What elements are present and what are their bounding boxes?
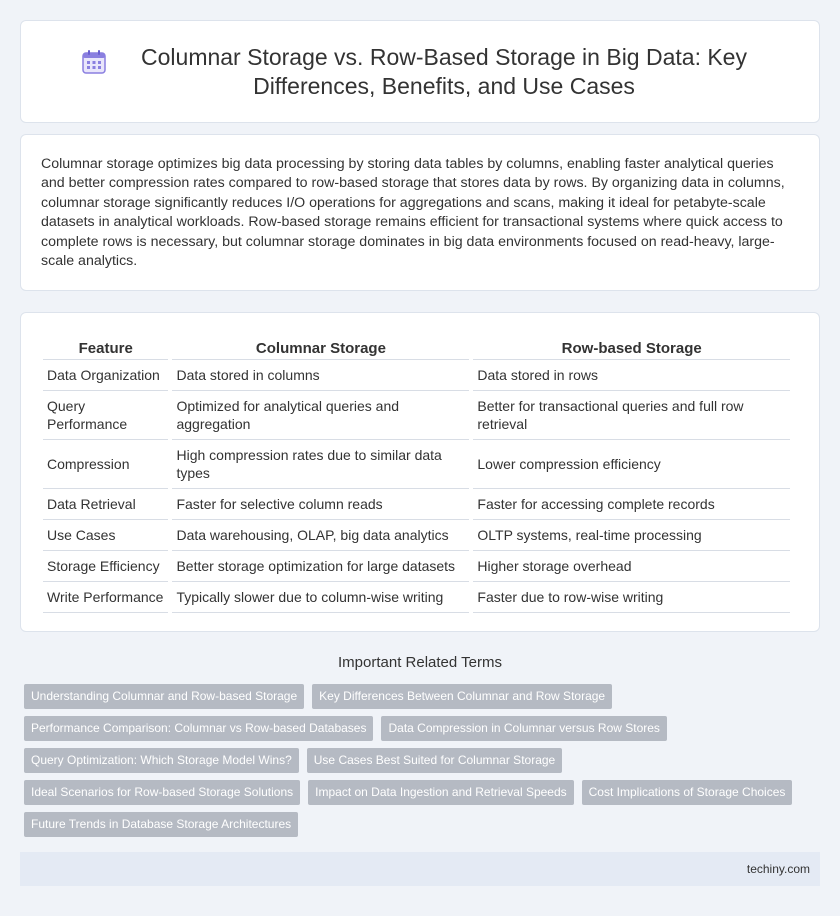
footer-site[interactable]: techiny.com [746, 862, 810, 876]
comparison-table [39, 333, 794, 613]
cell-columnar: Data stored in columns [172, 360, 469, 391]
cell-row-based: Faster due to row-wise writing [473, 582, 790, 613]
intro-card [20, 134, 820, 291]
page-title: Columnar Storage vs. Row-Based Storage in Big Data: Key Differences, Benefits, and Use Cases [141, 43, 747, 99]
table-row [43, 582, 790, 613]
cell-feature: Data Retrieval [43, 489, 168, 520]
cell-columnar: Optimized for analytical queries and aggregation [172, 391, 469, 440]
cell-columnar: Data warehousing, OLAP, big data analytics [172, 520, 469, 551]
related-term-tag[interactable]: Data Compression in Columnar versus Row Stores [381, 716, 666, 741]
intro-paragraph: Columnar storage optimizes big data processing by storing data tables by columns, enabling faster analytical queries and better compression rates compared to row-based storage that stores data by rows. By organizing data in columns, columnar storage significantly reduces I/O operations for aggregations and scans, making it ideal for petabyte-scale datasets in analytical workloads. Row-based storage remains efficient for transactional systems where quick access to complete rows is necessary, but columnar storage dominates in big data environments focused on read-heavy, large-scale analytics. [41, 156, 785, 270]
table-row [43, 391, 790, 440]
cell-feature: Query Performance [43, 391, 168, 440]
cell-feature: Data Organization [43, 360, 168, 391]
cell-row-based: Data stored in rows [473, 360, 790, 391]
related-term-tag[interactable]: Impact on Data Ingestion and Retrieval Speeds [308, 780, 573, 805]
related-term-tag[interactable]: Cost Implications of Storage Choices [582, 780, 793, 805]
table-row [43, 440, 790, 489]
related-term-tag[interactable]: Ideal Scenarios for Row-based Storage Solutions [24, 780, 300, 805]
cell-columnar: High compression rates due to similar data types [172, 440, 469, 489]
header-columnar: Columnar Storage [172, 333, 469, 360]
cell-row-based: Lower compression efficiency [473, 440, 790, 489]
cell-feature: Write Performance [43, 582, 168, 613]
cell-feature: Compression [43, 440, 168, 489]
related-term-tag[interactable]: Understanding Columnar and Row-based Storage [24, 684, 304, 709]
table-row [43, 489, 790, 520]
table-row [43, 520, 790, 551]
related-term-tag[interactable]: Use Cases Best Suited for Columnar Storage [307, 748, 562, 773]
table-header-row [43, 333, 790, 360]
cell-row-based: Higher storage overhead [473, 551, 790, 582]
related-term-tag[interactable]: Query Optimization: Which Storage Model Wins? [24, 748, 299, 773]
header-row-based: Row-based Storage [473, 333, 790, 360]
footer [20, 852, 820, 886]
title-card [20, 20, 820, 123]
related-terms-heading: Important Related Terms [338, 654, 502, 671]
cell-feature: Storage Efficiency [43, 551, 168, 582]
cell-columnar: Better storage optimization for large datasets [172, 551, 469, 582]
title-wrap [21, 43, 819, 101]
cell-columnar: Typically slower due to column-wise writing [172, 582, 469, 613]
comparison-table-card [20, 312, 820, 632]
cell-columnar: Faster for selective column reads [172, 489, 469, 520]
related-terms-list [24, 684, 804, 844]
cell-row-based: Faster for accessing complete records [473, 489, 790, 520]
calendar-icon [81, 49, 107, 75]
cell-row-based: Better for transactional queries and full row retrieval [473, 391, 790, 440]
table-row [43, 551, 790, 582]
related-term-tag[interactable]: Key Differences Between Columnar and Row Storage [312, 684, 612, 709]
table-row [43, 360, 790, 391]
header-feature: Feature [43, 333, 168, 360]
cell-feature: Use Cases [43, 520, 168, 551]
cell-row-based: OLTP systems, real-time processing [473, 520, 790, 551]
related-term-tag[interactable]: Performance Comparison: Columnar vs Row-based Databases [24, 716, 373, 741]
table-body [43, 360, 790, 613]
related-term-tag[interactable]: Future Trends in Database Storage Architectures [24, 812, 298, 837]
